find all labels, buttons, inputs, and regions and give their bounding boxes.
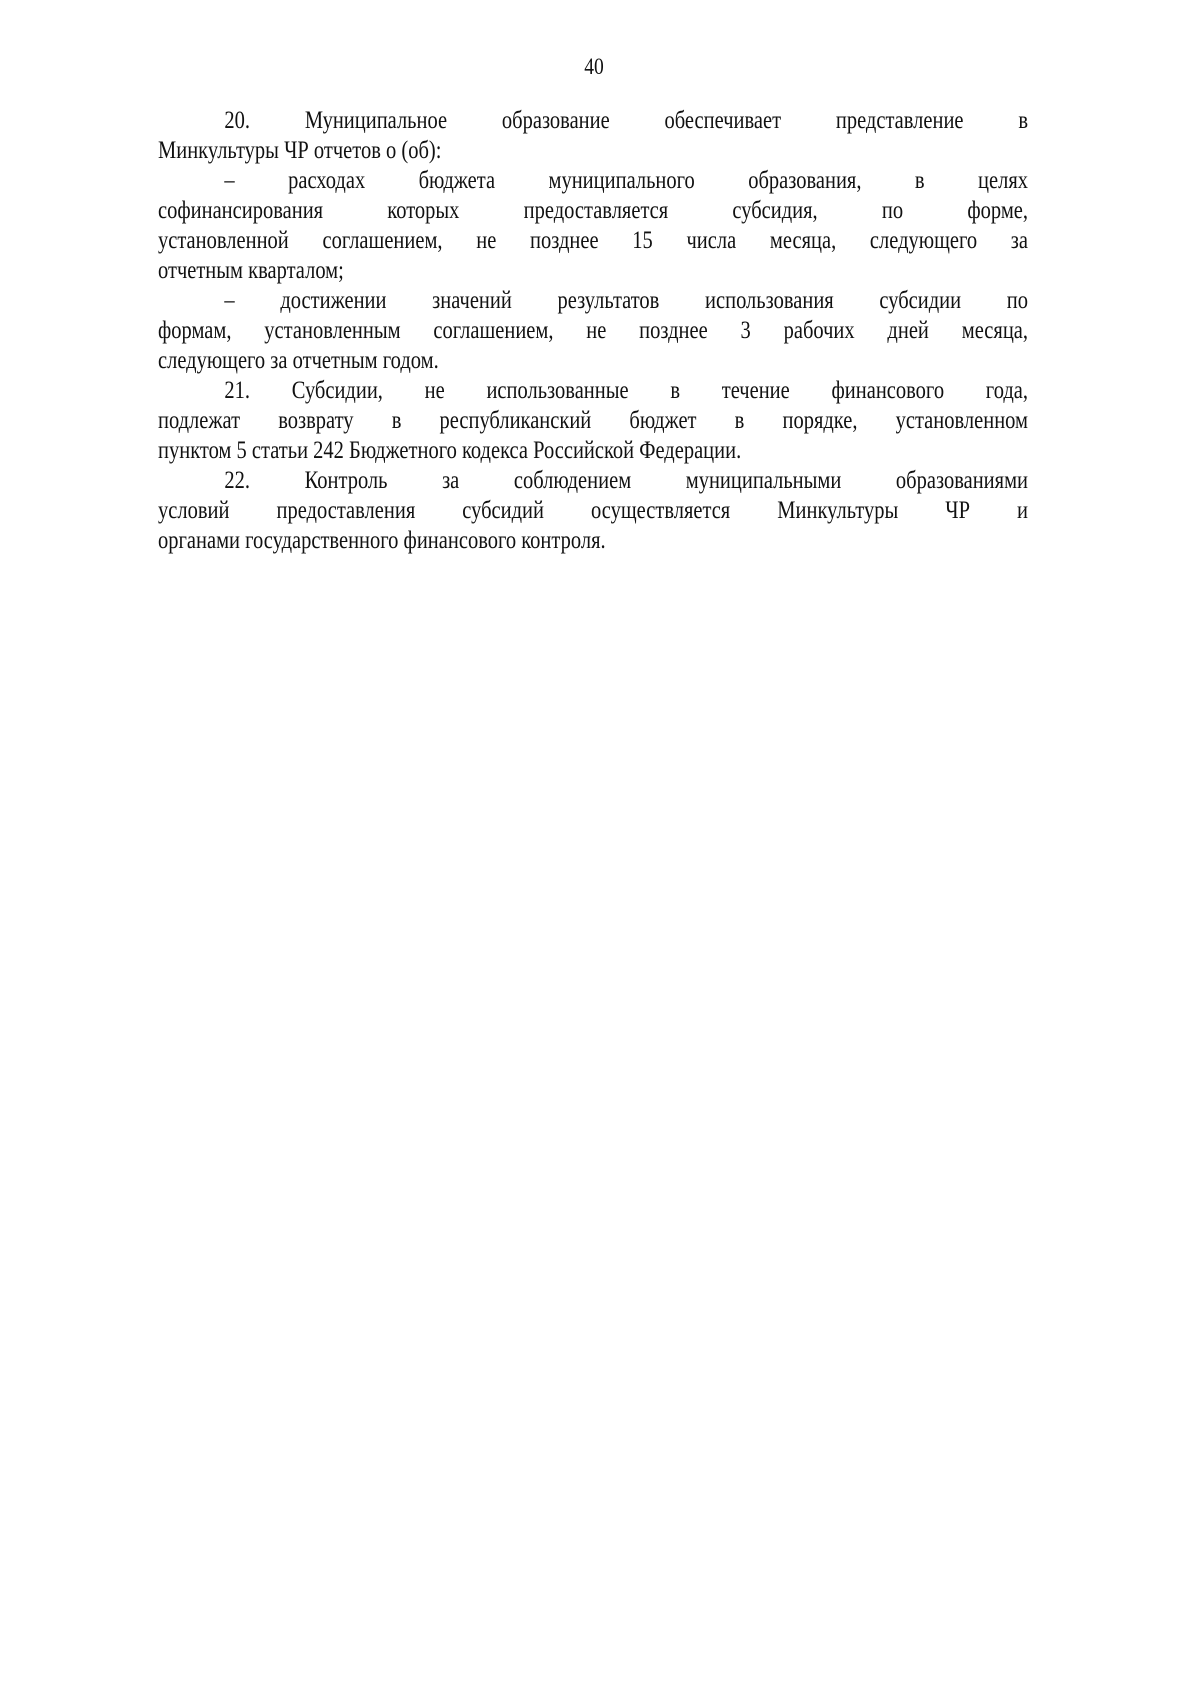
- text-line: органами государственного финансового контроля.: [158, 527, 606, 554]
- text-line: формам, установленным соглашением, не позднее 3 рабочих дней месяца,: [158, 317, 1029, 344]
- paragraph: [158, 166, 1028, 286]
- text-line: подлежат возврату в республиканский бюджет в порядке, установленном: [158, 407, 1029, 434]
- text-line: 21. Субсидии, не использованные в течение финансового года,: [224, 377, 1029, 404]
- text-line: 20. Муниципальное образование обеспечивает представление в: [224, 107, 1029, 134]
- text-line: условий предоставления субсидий осуществляется Минкультуры ЧР и: [158, 497, 1029, 524]
- text-line: – достижении значений результатов использования субсидии по: [224, 287, 1029, 314]
- text-line: – расходах бюджета муниципального образования, в целях: [224, 167, 1029, 194]
- text-line: следующего за отчетным годом.: [158, 347, 439, 374]
- paragraph: [158, 286, 1028, 376]
- page-number: 40: [584, 54, 604, 79]
- text-line: Минкультуры ЧР отчетов о (об):: [158, 137, 442, 164]
- text-line: отчетным кварталом;: [158, 257, 344, 284]
- paragraph: [158, 466, 1028, 556]
- text-line: 22. Контроль за соблюдением муниципальными образованиями: [224, 467, 1029, 494]
- text-line: установленной соглашением, не позднее 15 числа месяца, следующего за: [158, 227, 1029, 254]
- text-line: пунктом 5 статьи 242 Бюджетного кодекса Российской Федерации.: [158, 437, 742, 464]
- paragraph: [158, 376, 1028, 466]
- paragraph: [158, 106, 1028, 166]
- document-body: [158, 106, 1028, 556]
- text-line: софинансирования которых предоставляется субсидия, по форме,: [158, 197, 1029, 224]
